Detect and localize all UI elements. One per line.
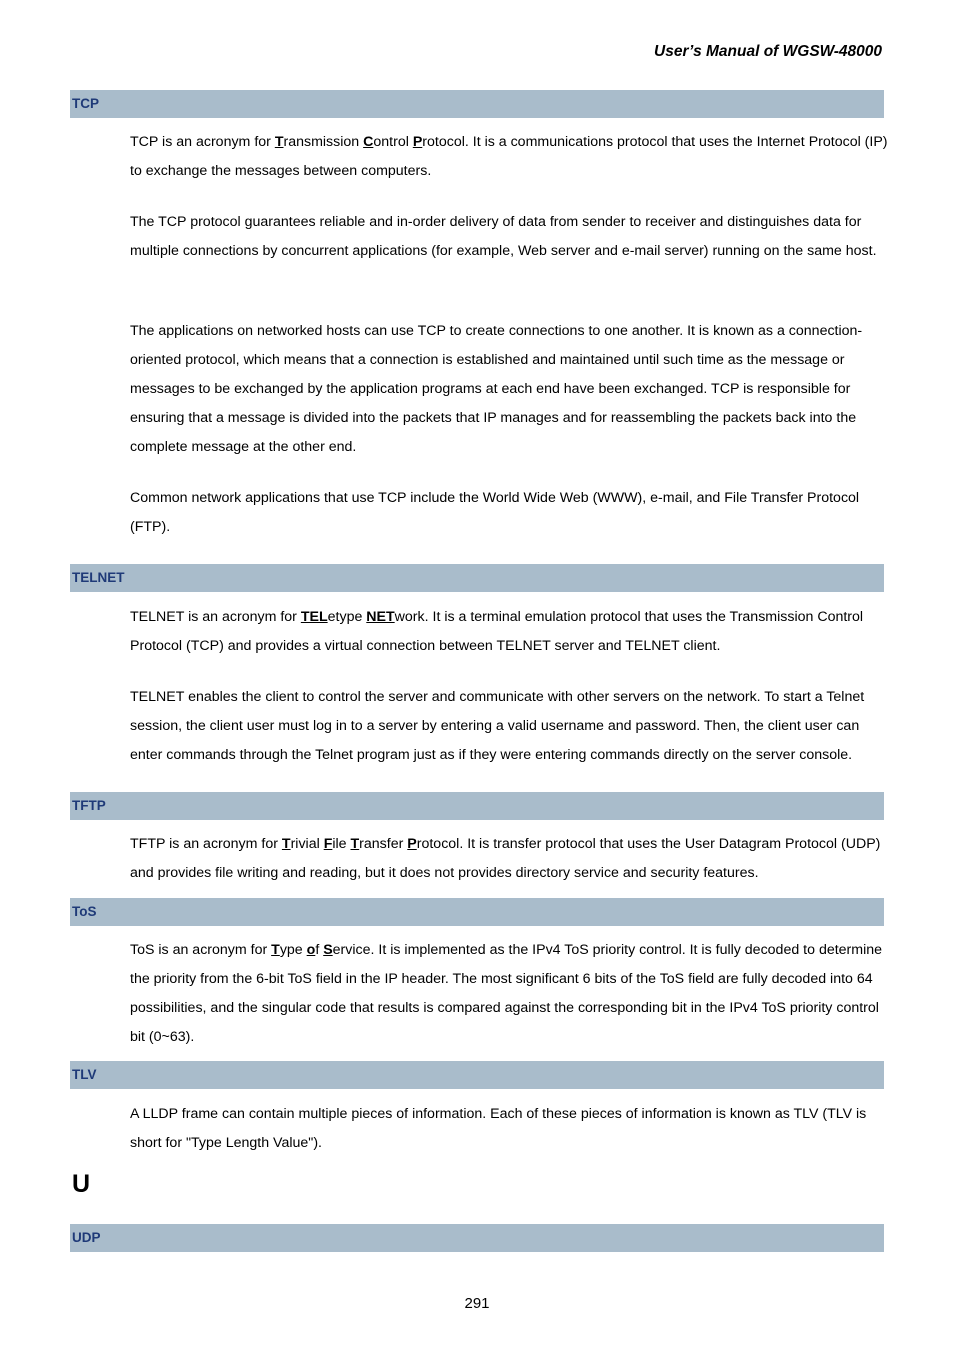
tos-definition: ToS is an acronym for Type of Service. It is implemented as the IPv4 ToS priority control. It is fully decoded to determine the priority from the 6-bit ToS field in the IP header. The most significant 6 bits of the ToS field are fully decoded into 64 possibilities, and the singular code that results is compared against the corresponding bit in the IPv4 ToS priority control bit (0~63). [130, 942, 883, 1045]
section-heading-label: TLV [72, 1067, 97, 1082]
page-number: 291 [464, 1295, 490, 1312]
section-heading-tftp [70, 792, 884, 820]
section-heading-label: TFTP [72, 798, 106, 813]
section-heading-label: ToS [72, 904, 97, 919]
manual-title: User’s Manual of WGSW-48000 [654, 43, 882, 60]
tcp-definition: TCP is an acronym for Transmission Control Protocol. It is a communications protocol that uses the Internet Protocol (IP) to exchange the messages between computers. [130, 134, 888, 179]
tcp-paragraph-2: The TCP protocol guarantees reliable and in-order delivery of data from sender to receiver and distinguishes data for multiple connections by concurrent applications (for example, Web server and e-mail server) running on the same host. [130, 214, 877, 259]
section-heading-label: TCP [72, 96, 99, 111]
telnet-paragraph-2: TELNET enables the client to control the server and communicate with other servers on the network. To start a Telnet session, the client user must log in to a server by entering a valid username and password. Then, the client user can enter commands through the Telnet program just as if they were entering commands directly on the server console. [130, 689, 865, 763]
tftp-definition: TFTP is an acronym for Trivial File Transfer Protocol. It is transfer protocol that uses the User Datagram Protocol (UDP) and provides file writing and reading, but it does not provides directory service and security features. [130, 836, 881, 881]
section-heading-udp [70, 1224, 884, 1252]
tlv-definition: A LLDP frame can contain multiple pieces of information. Each of these pieces of information is known as TLV (TLV is short for "Type Length Value"). [130, 1106, 867, 1151]
section-heading-tcp [70, 90, 884, 118]
section-heading-label: TELNET [72, 570, 125, 585]
section-heading-telnet [70, 564, 884, 592]
glossary-letter-u: U [72, 1170, 91, 1198]
tcp-paragraph-4: Common network applications that use TCP include the World Wide Web (WWW), e-mail, and File Transfer Protocol (FTP). [130, 490, 860, 535]
section-heading-label: UDP [72, 1230, 101, 1245]
telnet-definition: TELNET is an acronym for TELetype NETwork. It is a terminal emulation protocol that uses the Transmission Control Protocol (TCP) and provides a virtual connection between TELNET server and TELNET client. [130, 609, 864, 654]
tcp-paragraph-3: The applications on networked hosts can use TCP to create connections to one another. It is known as a connection-oriented protocol, which means that a connection is established and maintained until such time as the message or messages to be exchanged by the application programs at each end have been exchanged. TCP is responsible for ensuring that a message is divided into the packets that IP manages and for reassembling the packets back into the complete message at the other end. [130, 323, 863, 455]
section-heading-tlv [70, 1061, 884, 1089]
section-heading-tos [70, 898, 884, 926]
